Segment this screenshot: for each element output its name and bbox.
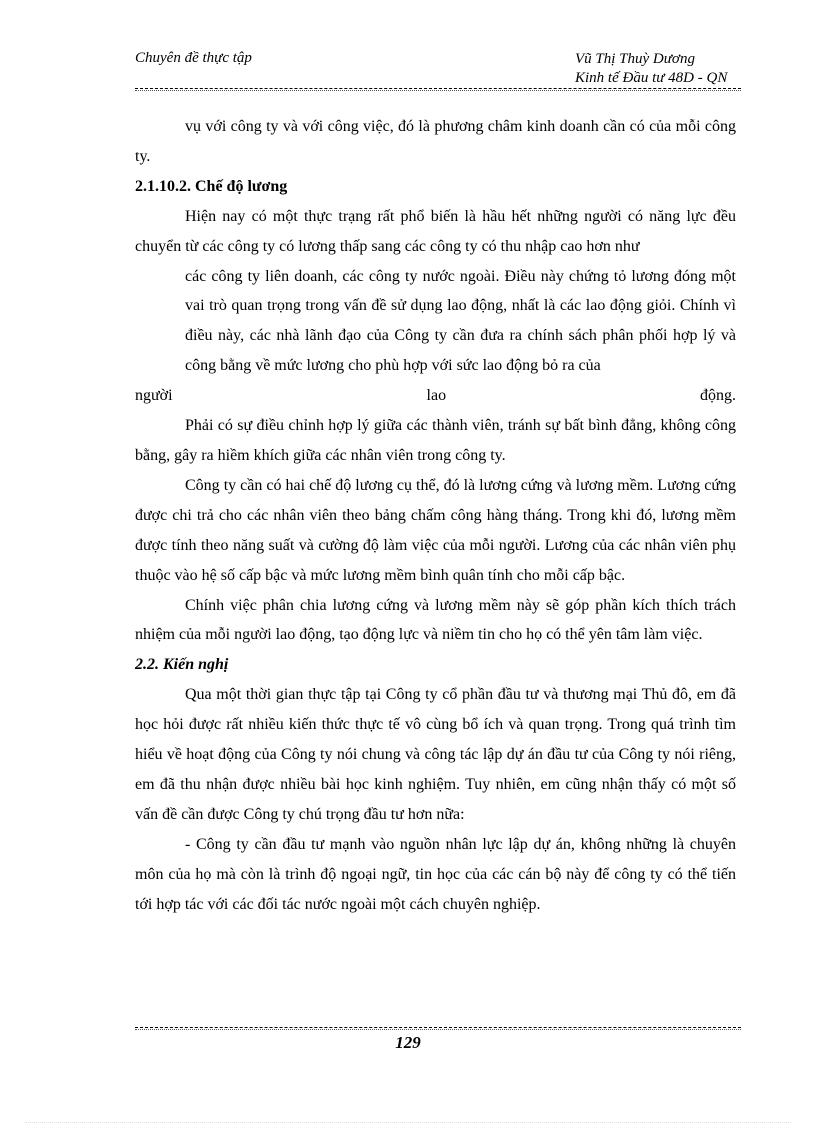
word: động. bbox=[700, 387, 736, 405]
section-heading: 2.1.10.2. Chế độ lương bbox=[135, 177, 288, 195]
paragraph: Hiện nay có một thực trạng rất phổ biến là hầu hết những người có năng lực đều chuyển từ các công ty có lương thấp sang các công ty có thu nhập cao hơn như bbox=[135, 207, 736, 255]
header-author: Vũ Thị Thuỳ Dương bbox=[575, 51, 695, 67]
header-title: Chuyên đề thực tập bbox=[135, 50, 252, 66]
page-body bbox=[135, 112, 736, 919]
spread-line bbox=[135, 381, 736, 411]
section-heading: 2.2. Kiến nghị bbox=[135, 656, 229, 674]
paragraph: Chính việc phân chia lương cứng và lương mềm này sẽ góp phần kích thích trách nhiệm của mỗi người lao động, tạo động lực và niềm tin cho họ có thể yên tâm làm việc. bbox=[135, 596, 736, 644]
header-author-block bbox=[575, 50, 727, 88]
word: người bbox=[135, 387, 173, 405]
paragraph: vụ với công ty và với công việc, đó là phương châm kinh doanh cần có của mỗi công ty. bbox=[135, 118, 736, 165]
header-divider bbox=[135, 88, 741, 89]
header-divider-secondary bbox=[135, 90, 741, 91]
word: lao bbox=[426, 387, 447, 405]
paragraph: các công ty liên doanh, các công ty nước ngoài. Điều này chứng tỏ lương đóng một vai trò quan trọng trong vấn đề sử dụng lao động, nhất là các lao động giỏi. Chính vì điều này, các nhà lãnh đạo của Công ty cần đưa ra chính sách phân phối hợp lý và công bằng về mức lương cho phù hợp với sức lao động bỏ ra của bbox=[185, 267, 736, 375]
footer-divider-secondary bbox=[135, 1029, 741, 1030]
footer-divider bbox=[135, 1027, 741, 1028]
paragraph: Công ty cần có hai chế độ lương cụ thể, đó là lương cứng và lương mềm. Lương cứng được chi trả cho các nhân viên theo bảng chấm công hàng tháng. Trong khi đó, lương mềm được tính theo năng suất và cường độ làm việc của mỗi người. Lương của các nhân viên phụ thuộc vào hệ số cấp bậc và mức lương mềm bình quân tính cho mỗi cấp bậc. bbox=[135, 476, 736, 584]
list-item: - Công ty cần đầu tư mạnh vào nguồn nhân lực lập dự án, không những là chuyên môn của họ mà còn là trình độ ngoại ngữ, tin học của các cán bộ này để công ty có thể tiến tới hợp tác với các đối tác nước ngoài một cách chuyên nghiệp. bbox=[135, 835, 736, 913]
paragraph: Qua một thời gian thực tập tại Công ty cổ phần đầu tư và thương mại Thủ đô, em đã học hỏi được rất nhiều kiến thức thực tế vô cùng bổ ích và quan trọng. Trong quá trình tìm hiểu về hoạt động của Công ty nói chung và công tác lập dự án đầu tư của Công ty nói riêng, em đã thu nhận được nhiều bài học kinh nghiệm. Tuy nhiên, em cũng nhận thấy có một số vấn đề cần được Công ty chú trọng đầu tư hơn nữa: bbox=[135, 686, 736, 823]
paragraph: Phải có sự điều chỉnh hợp lý giữa các thành viên, tránh sự bất bình đẳng, không công bằng, gây ra hiềm khích giữa các nhân viên trong công ty. bbox=[135, 417, 736, 464]
header-class: Kinh tế Đầu tư 48D - QN bbox=[575, 70, 728, 86]
page-number: 129 bbox=[395, 1033, 421, 1052]
